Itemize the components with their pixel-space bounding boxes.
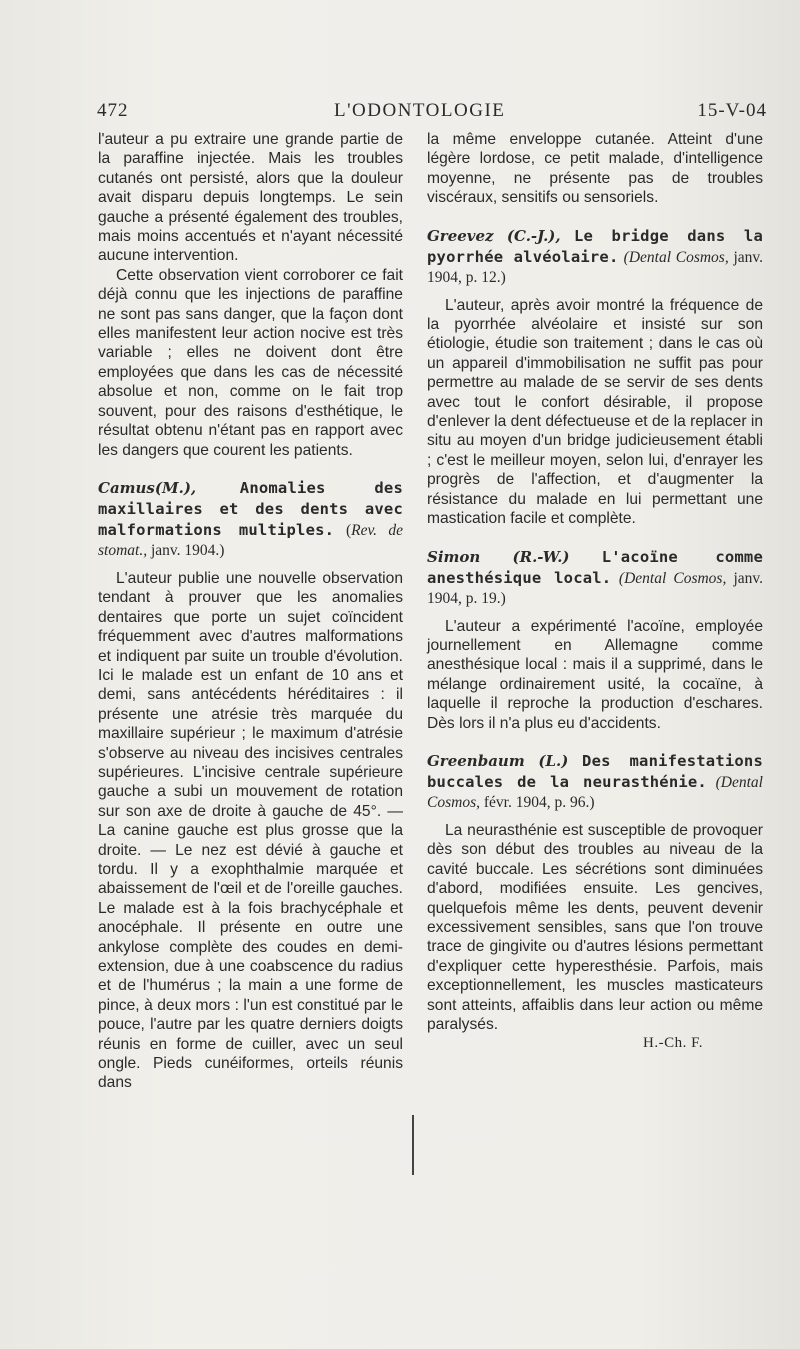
source-journal: (Dental Cosmos, <box>427 773 763 811</box>
entry-title: Anomalies des maxillaires et des dents avec malformations multiples. <box>98 478 403 539</box>
issue-date: 15-V-04 <box>697 100 767 121</box>
review-entry-simon <box>427 547 763 733</box>
continuation-paragraph: la même enveloppe cutanée. Atteint d'une légère lordose, ce petit malade, d'intelligence moyenne, ne présente pas de troubles viscéraux, sensitifs ou sensoriels. <box>427 131 763 207</box>
entry-title: Des manifestations buccales de la neurasthénie. <box>427 751 763 791</box>
running-header <box>97 100 767 128</box>
source-date: janv. 1904.) <box>150 541 225 559</box>
source-date: janv. 1904, p. 12.) <box>427 248 763 286</box>
continuation-paragraph: l'auteur a pu extraire une grande partie de la paraffine injectée. Mais les troubles cutanés ont persisté, alors que la douleur avait disparu depuis longtemps. Le sein gauche a présenté également des troubles, mais moins accentués et n'ayant nécessité aucune intervention. <box>98 131 403 265</box>
entry-body: L'auteur publie une nouvelle observation tendant à prouver que les anomalies dentaires que porte un sujet coïncident fréquemment avec d'autres malformations et indiquent par suite un trouble d'évolution. Ici le malade est un enfant de 10 ans et demi, sans antécédents héréditaires : il présente une atrésie très marquée du maxillaire supérieur ; le maximum d'atrésie s'observe au niveau des incisives centrales supérieures. L'incisive centrale supérieure gauche a subi un mouvement de rotation sur son axe de droite à gauche de 45°. — La canine gauche est plus grosse que la droite. — Le nez est dévié à gauche et tordu. Il y a exophthalmie marquée et abaissement de l'œil et de l'oreille gauches. Le malade est à la fois brachycéphale et anocéphale. Il présente en outre une ankylose complète des coudes en demi-extension, due à une coabscence du radius et de l'humérus ; la main a une forme de pince, à deux mors : l'un est constitué par le pouce, l'autre par les quatre derniers doigts réunis en forme de cuiller, avec un seul ongle. Pieds cunéiformes, orteils réunis dans <box>98 569 403 1092</box>
entry-heading <box>427 751 763 813</box>
source-journal: Rev. de stomat., <box>98 521 403 559</box>
entry-author: Greenbaum <box>427 751 525 770</box>
source-date: févr. 1904, p. 96.) <box>483 793 595 811</box>
review-entry-camus <box>98 478 403 1093</box>
entry-title: Le bridge dans la pyorrhée alvéolaire. <box>427 226 763 266</box>
entry-author-initial: (L.) <box>538 751 569 770</box>
right-column <box>427 130 763 1054</box>
left-column <box>98 130 403 1093</box>
body-paragraph: Cette observation vient corroborer ce fait déjà connu que les injections de paraffine ne sont pas sans danger, que la façon dont elles manifestent leur action nocive est très variable ; elles ne doivent dont être employées que dans les cas de nécessité absolue et non, comme on le fait trop souvent, pour des raisons d'esthétique, le résultat obtenu n'étant pas en rapport avec les dangers que courent les patients. <box>98 266 403 459</box>
source-journal: (Dental Cosmos, <box>623 248 729 266</box>
entry-body: L'auteur, après avoir montré la fréquence de la pyorrhée alvéolaire et insisté sur son étiologie, étudie son traitement ; dans le cas où un appareil d'immobilisation ne suffit pas pour permettre au malade de se servir de ses dents avec tout le confort désirable, il propose d'enlever la dent défectueuse et de la replacer in situ au moyen d'un bridge judicieusement établi ; c'est le meilleur moyen, selon lui, d'enrayer les progrès de l'affection, et d'augmenter la résistance du malade en lui permettant une mastication facile et complète. <box>427 296 763 528</box>
review-entry-greenbaum <box>427 751 763 1034</box>
entry-heading <box>427 226 763 288</box>
page-number: 472 <box>97 100 129 121</box>
journal-title: L'ODONTOLOGIE <box>334 100 506 121</box>
source-date: janv. 1904, p. 19.) <box>427 569 763 607</box>
entry-title: L'acoïne comme anesthésique local. <box>427 547 763 587</box>
entry-author: Simon <box>427 547 481 566</box>
entry-body: L'auteur a expérimenté l'acoïne, employée journellement en Allemagne comme anesthésique local : mais il a supprimé, dans le mélange ordinairement usité, la cocaïne, à laquelle il reproche la production d'eschares. Dès lors il n'a plus eu d'accidents. <box>427 617 763 732</box>
entry-author-initial: (R.-W.) <box>512 547 570 566</box>
source-open-paren: ( <box>345 521 352 539</box>
review-entry-greevez <box>427 226 763 529</box>
entry-body: La neurasthénie est susceptible de provoquer dès son début des troubles au niveau de la cavité buccale. Les sécrétions sont diminuées d'abord, modifiées ensuite. Les gencives, quelquefois même les dents, peuvent devenir excessivement sensibles, sans que l'on trouve trace de gingivite ou d'autres lésions permettant d'expliquer cette hyperesthésie. Parfois, mais exceptionnellement, les muscles masticateurs sont atteints, affaiblis dans leur action ou même paralysés. <box>427 821 763 1033</box>
entry-author-initial: (M.), <box>154 478 197 497</box>
entry-author: Greevez <box>427 226 494 245</box>
column-divider <box>412 1115 414 1175</box>
reviewer-signature: H.-Ch. F. <box>643 1035 703 1052</box>
entry-author: Camus <box>98 478 155 497</box>
source-journal: (Dental Cosmos, <box>618 569 727 587</box>
entry-heading <box>98 478 403 561</box>
entry-author-initial: (C.-J.), <box>506 226 561 245</box>
entry-heading <box>427 547 763 609</box>
